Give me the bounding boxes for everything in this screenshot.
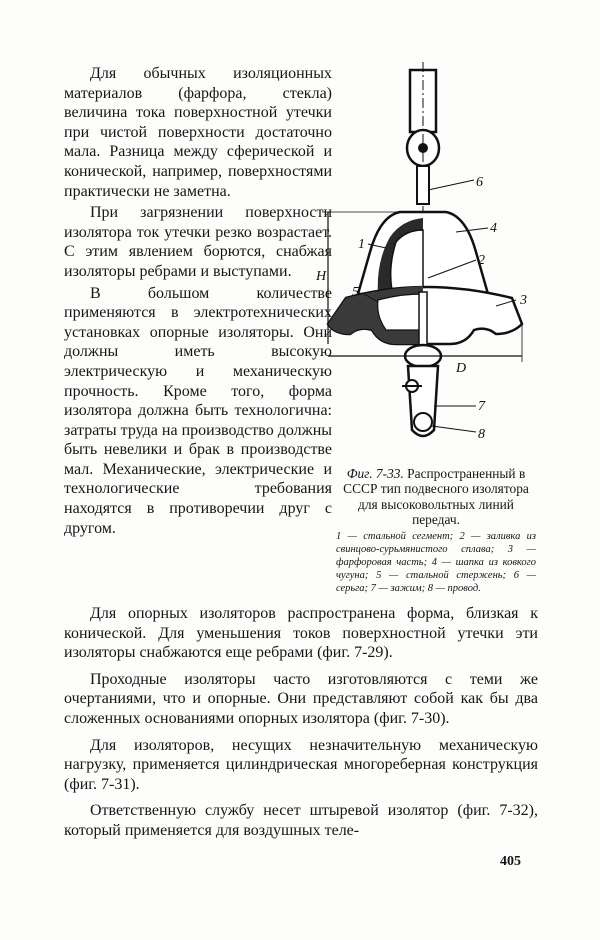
label-4: 4: [490, 221, 497, 236]
link-shackle: [417, 166, 429, 204]
dimension-d-label: D: [456, 361, 467, 376]
label-6: 6: [476, 175, 483, 190]
paragraph: В большом количестве применяются в электротехнических установках опорные изоляторы. Они должны иметь высокую электрическую и механическую прочность. Кроме того, форма изолятора должна быть технологична: затраты труда на производство должны быть невелики и брак в производстве мал. Механические, электрические и технологические требования находятся в противоречии друг с другом.: [64, 284, 332, 537]
paragraph: Для обычных изоляционных материалов (фарфора, стекла) величина тока поверхностной утечки при чистой поверхности достаточно мала. Разница между сферической и конической, например, поверхностями практически не заметна.: [64, 65, 332, 200]
label-8: 8: [478, 427, 485, 442]
caption-text: Распространенный в СССР тип подвесного изолятора для высоковольтных линий передач.: [343, 466, 529, 528]
insulator-drawing: [316, 62, 552, 458]
figure-legend: 1 — стальной сегмент; 2 — заливка из свинцово-сурьмянистого сплава; 3 — фарфоровая часть; 4 — шапка из ковкого чугуна; 5 — стальной стержень; 6 — серьга; 7 — зажим; 8 — провод.: [336, 531, 536, 594]
paragraph: Ответственную службу несет штыревой изолятор (фиг. 7-32), который применяется для воздушных теле-: [64, 802, 538, 839]
paragraph: Проходные изоляторы часто изготовляются с теми же очертаниями, что и опорные. Они представляют собой как бы два сложенных основаниями опорных изолятора (фиг. 7-30).: [64, 670, 538, 727]
caption-label: Фиг. 7-33.: [346, 466, 404, 481]
leader-6: [428, 180, 474, 190]
paragraph: При загрязнении поверхности изолятора ток утечки резко возрастает. С этим явлением борются, снабжая изоляторы ребрами и выступами.: [64, 204, 332, 280]
paragraph: Для изоляторов, несущих незначительную механическую нагрузку, применяется цилиндрическая многореберная конструкция (фиг. 7-31).: [64, 736, 538, 793]
dimension-h-label: H: [316, 269, 327, 284]
figure-caption: [336, 466, 536, 528]
full-width-text: [64, 604, 538, 841]
label-5: 5: [352, 285, 359, 300]
left-text-column: [64, 64, 332, 538]
paragraph: Для опорных изоляторов распространена форма, близкая к конической. Для уменьшения токов поверхностной утечки эти изоляторы снабжаются еще ребрами (фиг. 7-29).: [64, 605, 538, 662]
label-2: 2: [478, 253, 485, 268]
insulator-figure: [316, 62, 552, 458]
leader-8: [432, 426, 476, 432]
alloy-filling: [378, 294, 423, 330]
label-3: 3: [520, 293, 527, 308]
wire-section: [414, 413, 432, 431]
label-1: 1: [358, 237, 365, 252]
label-7: 7: [478, 399, 485, 414]
page-number: 405: [500, 854, 521, 869]
